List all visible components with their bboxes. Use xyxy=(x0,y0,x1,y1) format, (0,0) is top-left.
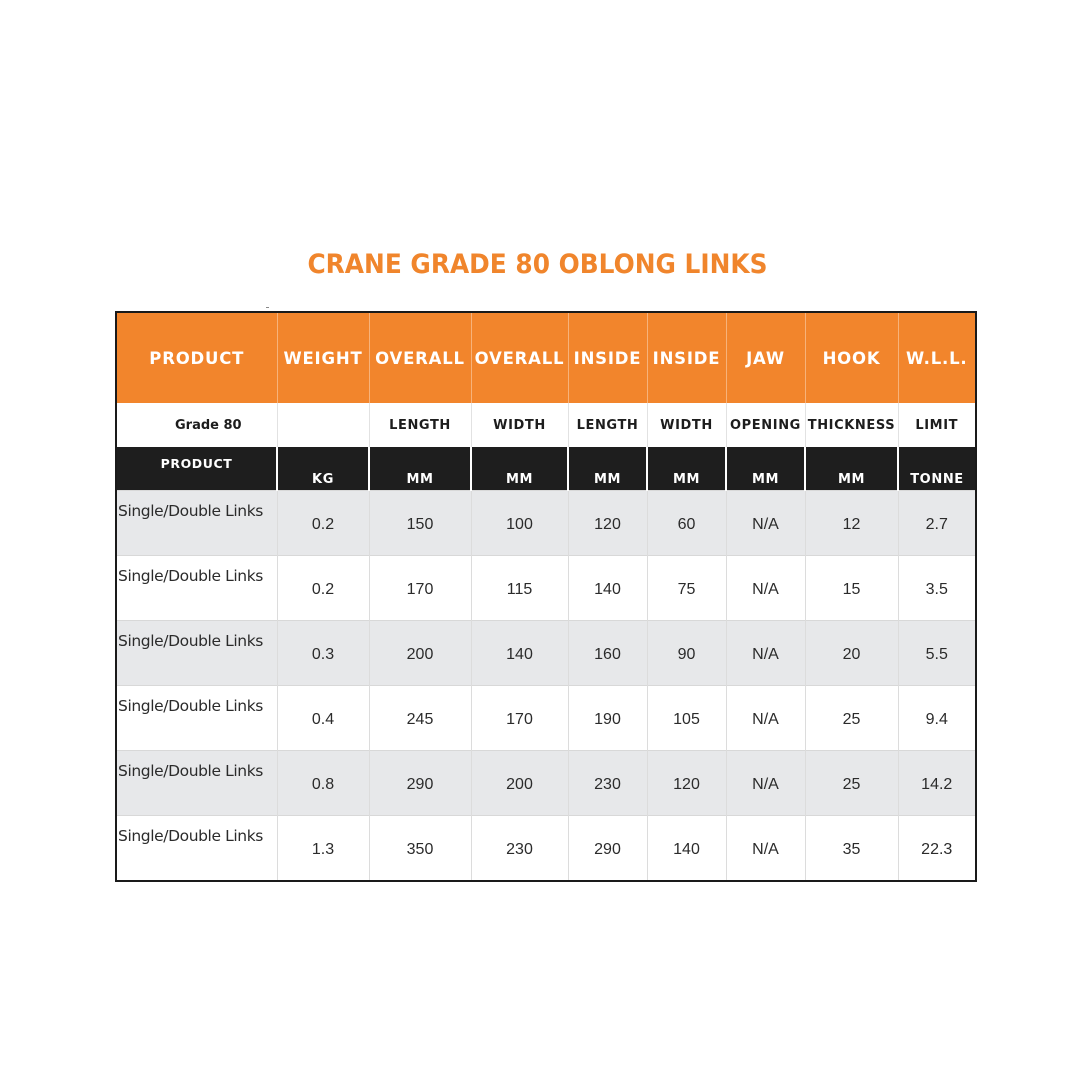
product-cell: Single/Double Links xyxy=(116,621,277,686)
page-title: CRANE GRADE 80 OBLONG LINKS xyxy=(307,249,768,280)
table-cell: 35 xyxy=(805,816,898,882)
table-cell: 0.4 xyxy=(277,686,369,751)
specification-table xyxy=(115,311,977,882)
table-cell: 105 xyxy=(647,686,726,751)
stray-mark xyxy=(266,307,269,308)
unit-cell: KG xyxy=(277,447,369,491)
table-cell: 25 xyxy=(805,751,898,816)
grade-label: Grade 80 xyxy=(116,403,277,447)
unit-cell: MM xyxy=(647,447,726,491)
product-cell: Single/Double Links xyxy=(116,816,277,882)
table-row xyxy=(116,491,976,556)
table-row xyxy=(116,621,976,686)
table-cell: 120 xyxy=(647,751,726,816)
product-cell: Single/Double Links xyxy=(116,556,277,621)
table-cell: 170 xyxy=(471,686,568,751)
header-row-units xyxy=(116,447,976,491)
table-cell: 140 xyxy=(471,621,568,686)
table-cell: 150 xyxy=(369,491,471,556)
table-cell: 140 xyxy=(647,816,726,882)
table-cell: 12 xyxy=(805,491,898,556)
table-row xyxy=(116,751,976,816)
table-row xyxy=(116,686,976,751)
table-cell: 170 xyxy=(369,556,471,621)
header-cell: OVERALL xyxy=(369,312,471,403)
header-cell: JAW xyxy=(726,312,805,403)
table-cell: 22.3 xyxy=(898,816,976,882)
header-cell: INSIDE xyxy=(647,312,726,403)
table-cell: 200 xyxy=(369,621,471,686)
table-cell: 350 xyxy=(369,816,471,882)
table-cell: 160 xyxy=(568,621,647,686)
unit-cell: TONNE xyxy=(898,447,976,491)
header-cell: HOOK xyxy=(805,312,898,403)
header-cell: PRODUCT xyxy=(116,312,277,403)
table-cell: 290 xyxy=(369,751,471,816)
table-cell: 2.7 xyxy=(898,491,976,556)
table-cell: N/A xyxy=(726,556,805,621)
unit-cell: MM xyxy=(805,447,898,491)
product-cell: Single/Double Links xyxy=(116,491,277,556)
product-cell: Single/Double Links xyxy=(116,686,277,751)
header-cell: WEIGHT xyxy=(277,312,369,403)
table-cell: 5.5 xyxy=(898,621,976,686)
table-cell: 3.5 xyxy=(898,556,976,621)
table-cell: 245 xyxy=(369,686,471,751)
header-row-primary xyxy=(116,312,976,403)
subheader-cell: THICKNESS xyxy=(805,403,898,447)
table-cell: 200 xyxy=(471,751,568,816)
table-cell: 9.4 xyxy=(898,686,976,751)
table-cell: 0.2 xyxy=(277,556,369,621)
subheader-cell: LENGTH xyxy=(369,403,471,447)
table-cell: 20 xyxy=(805,621,898,686)
table-cell: 0.8 xyxy=(277,751,369,816)
header-cell: OVERALL xyxy=(471,312,568,403)
subheader-cell: WIDTH xyxy=(471,403,568,447)
header-row-secondary xyxy=(116,403,976,447)
table-cell: 60 xyxy=(647,491,726,556)
table-cell: 120 xyxy=(568,491,647,556)
table-cell: 90 xyxy=(647,621,726,686)
unit-cell: MM xyxy=(726,447,805,491)
table-cell: N/A xyxy=(726,751,805,816)
subheader-cell: LENGTH xyxy=(568,403,647,447)
header-cell: W.L.L. xyxy=(898,312,976,403)
table-cell: N/A xyxy=(726,491,805,556)
table-cell: 75 xyxy=(647,556,726,621)
table-cell: 115 xyxy=(471,556,568,621)
table-cell: 290 xyxy=(568,816,647,882)
table-row xyxy=(116,816,976,882)
table-cell: 15 xyxy=(805,556,898,621)
table-cell: N/A xyxy=(726,686,805,751)
table-cell: 0.2 xyxy=(277,491,369,556)
product-cell: Single/Double Links xyxy=(116,751,277,816)
table-cell: 140 xyxy=(568,556,647,621)
table-cell: 1.3 xyxy=(277,816,369,882)
table-cell: 230 xyxy=(568,751,647,816)
table-cell: N/A xyxy=(726,621,805,686)
table-cell: N/A xyxy=(726,816,805,882)
table-cell: 0.3 xyxy=(277,621,369,686)
table-cell: 25 xyxy=(805,686,898,751)
header-cell: INSIDE xyxy=(568,312,647,403)
subheader-cell: WIDTH xyxy=(647,403,726,447)
unit-cell: MM xyxy=(471,447,568,491)
unit-cell: PRODUCT xyxy=(116,447,277,491)
unit-cell: MM xyxy=(568,447,647,491)
subheader-cell xyxy=(277,403,369,447)
table-cell: 14.2 xyxy=(898,751,976,816)
subheader-cell: OPENING xyxy=(726,403,805,447)
subheader-cell: LIMIT xyxy=(898,403,976,447)
unit-cell: MM xyxy=(369,447,471,491)
table-cell: 230 xyxy=(471,816,568,882)
table-cell: 100 xyxy=(471,491,568,556)
table-row xyxy=(116,556,976,621)
table-cell: 190 xyxy=(568,686,647,751)
